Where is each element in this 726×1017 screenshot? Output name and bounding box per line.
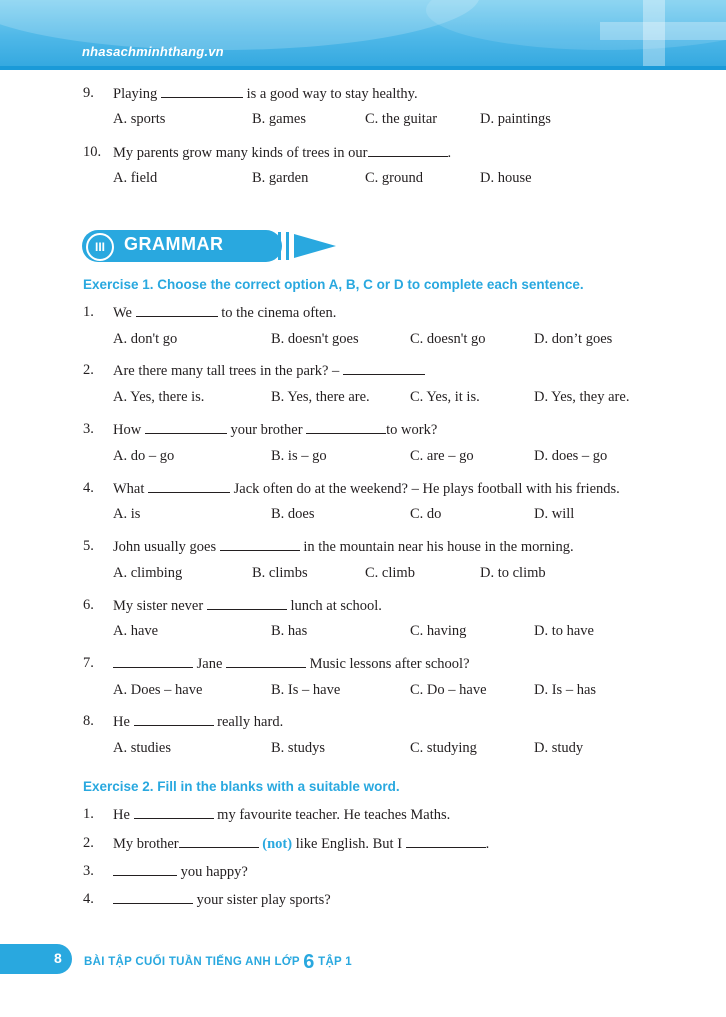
answer-blank[interactable] [148,480,230,493]
page-number: 8 [54,950,62,966]
option-c[interactable]: C. studying [410,740,477,756]
option-d[interactable]: D. don’t goes [534,331,613,347]
section-banner-grammar [82,230,336,262]
option-c[interactable]: C. do [410,506,442,522]
answer-blank[interactable] [368,144,448,157]
option-b[interactable]: B. Is – have [271,682,341,698]
question-stem: My sister never lunch at school. [113,598,382,614]
header-cross-decoration [600,22,726,40]
option-b[interactable]: B. garden [252,170,309,186]
option-b[interactable]: B. does [271,506,315,522]
question-number: 8. [83,713,94,729]
question-stem: My brother (not) like English. But I . [113,836,490,852]
exercise-1-heading: Exercise 1. Choose the correct option A, B, C or D to complete each sentence. [83,277,584,292]
answer-blank[interactable] [207,597,287,610]
question-number: 2. [83,835,94,851]
option-d[interactable]: D. paintings [480,111,551,127]
answer-blank[interactable] [113,891,193,904]
answer-blank[interactable] [134,713,214,726]
option-b[interactable]: B. studys [271,740,325,756]
question-stem: your sister play sports? [113,891,331,909]
answer-blank[interactable] [161,85,243,98]
option-a[interactable]: A. sports [113,111,166,127]
question-stem: He really hard. [113,714,284,730]
question-number: 4. [83,891,94,907]
answer-blank[interactable] [220,538,300,551]
hint-word: (not) [262,836,293,852]
option-a[interactable]: A. do – go [113,448,175,464]
option-c[interactable]: C. climb [365,565,415,581]
question-stem: Jane Music lessons after school? [113,655,470,673]
question-number: 2. [83,362,94,378]
option-b[interactable]: B. Yes, there are. [271,389,370,405]
question-stem: you happy? [113,863,248,881]
option-a[interactable]: A. field [113,170,158,186]
banner-arrow-tip [294,234,336,258]
option-c[interactable]: C. Do – have [410,682,487,698]
question-number: 1. [83,304,94,320]
question-stem: My parents grow many kinds of trees in our . [113,145,452,161]
option-a[interactable]: A. is [113,506,141,522]
option-d[interactable]: D. house [480,170,532,186]
question-number: 6. [83,597,94,613]
option-c[interactable]: C. ground [365,170,423,186]
page-header [0,0,726,66]
header-divider [0,66,726,70]
option-c[interactable]: C. Yes, it is. [410,389,480,405]
option-d[interactable]: D. does – go [534,448,608,464]
option-d[interactable]: D. to climb [480,565,546,581]
answer-blank[interactable] [145,421,227,434]
answer-blank[interactable] [113,863,177,876]
option-a[interactable]: A. climbing [113,565,183,581]
question-stem: We to the cinema often. [113,305,337,321]
answer-blank[interactable] [226,655,306,668]
question-stem: How your brother to work? [113,422,438,438]
option-d[interactable]: D. study [534,740,584,756]
section-title: GRAMMAR [124,234,224,254]
question-stem: What Jack often do at the weekend? – He plays football with his friends. [113,481,620,497]
answer-blank[interactable] [406,835,486,848]
option-c[interactable]: C. doesn't go [410,331,486,347]
question-number: 9. [83,85,94,101]
option-b[interactable]: B. climbs [252,565,308,581]
question-stem: Playing is a good way to stay healthy. [113,86,418,102]
option-a[interactable]: A. studies [113,740,171,756]
option-d[interactable]: D. Yes, they are. [534,389,630,405]
header-decoration [0,0,480,50]
answer-blank[interactable] [306,421,386,434]
option-a[interactable]: A. don't go [113,331,178,347]
question-number: 5. [83,538,94,554]
question-number: 7. [83,655,94,671]
option-c[interactable]: C. having [410,623,467,639]
answer-blank[interactable] [113,655,193,668]
question-stem: He my favourite teacher. He teaches Maths. [113,807,451,823]
option-d[interactable]: D. will [534,506,575,522]
question-stem: John usually goes in the mountain near his house in the morning. [113,539,574,555]
option-d[interactable]: D. to have [534,623,594,639]
section-number: III [86,233,114,261]
question-number: 4. [83,480,94,496]
question-number: 3. [83,863,94,879]
option-b[interactable]: B. is – go [271,448,327,464]
option-a[interactable]: A. have [113,623,159,639]
exercise-2-heading: Exercise 2. Fill in the blanks with a suitable word. [83,779,400,794]
question-stem: Are there many tall trees in the park? – [113,362,425,380]
question-number: 1. [83,806,94,822]
answer-blank[interactable] [134,806,214,819]
site-url[interactable]: nhasachminhthang.vn [82,44,224,59]
option-b[interactable]: B. games [252,111,306,127]
answer-blank[interactable] [343,362,425,375]
book-title: BÀI TẬP CUỐI TUẦN TIẾNG ANH LỚP 6 TẬP 1 [84,951,353,973]
option-c[interactable]: C. are – go [410,448,474,464]
question-number: 3. [83,421,94,437]
option-d[interactable]: D. Is – has [534,682,597,698]
banner-stripe [268,232,271,260]
answer-blank[interactable] [136,304,218,317]
grade-number: 6 [303,951,315,973]
option-a[interactable]: A. Yes, there is. [113,389,205,405]
banner-stripe [286,232,289,260]
banner-stripe [278,232,281,260]
question-number: 10. [83,144,102,160]
option-b[interactable]: B. doesn't goes [271,331,359,347]
option-c[interactable]: C. the guitar [365,111,438,127]
answer-blank[interactable] [179,835,259,848]
option-a[interactable]: A. Does – have [113,682,203,698]
option-b[interactable]: B. has [271,623,308,639]
